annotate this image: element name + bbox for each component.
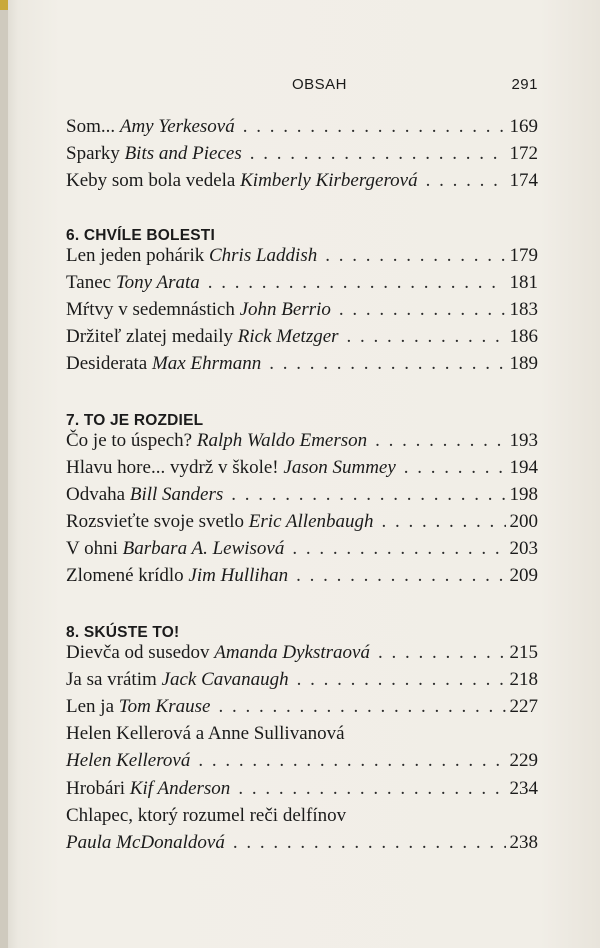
- dot-leader: [269, 353, 505, 375]
- toc-entry: [66, 565, 538, 592]
- entry-title: Keby som bola vedela: [66, 170, 236, 192]
- entry-author: Max Ehrmann: [151, 353, 262, 375]
- entry-page-number: 181: [509, 271, 538, 293]
- toc-entry: [66, 272, 538, 299]
- entry-text: [66, 484, 223, 506]
- entry-author: Chris Laddish: [208, 244, 318, 266]
- entry-text: [66, 353, 261, 375]
- toc-entry: [66, 750, 538, 777]
- entry-author: Tom Krause: [118, 696, 211, 717]
- entry-text: [66, 696, 210, 718]
- chapter-heading: 8. SKÚSTE TO!: [66, 623, 180, 641]
- toc-entry: [66, 245, 538, 272]
- toc-entry: [66, 538, 538, 565]
- toc-entry: [66, 778, 538, 805]
- entry-page-number: 218: [509, 668, 538, 690]
- entry-text: [66, 511, 374, 533]
- toc-entry: [66, 669, 538, 696]
- toc-entry-title-line: [66, 723, 538, 750]
- entry-author: Ralph Waldo Emerson: [196, 429, 368, 451]
- toc-entry: [66, 832, 538, 859]
- entry-page-number: 227: [509, 696, 538, 717]
- chapter-heading: 7. TO JE ROZDIEL: [66, 411, 204, 429]
- entry-title: Odvaha: [66, 483, 126, 505]
- toc-entry: [66, 353, 538, 380]
- dot-leader: [375, 430, 505, 452]
- entry-author: John Berrio: [239, 298, 331, 320]
- dot-leader: [233, 832, 506, 854]
- toc-entry: [66, 299, 538, 326]
- entry-title: V ohni: [66, 538, 118, 560]
- toc-entry: [66, 511, 538, 538]
- entry-title: Mŕtvy v sedemnástich: [66, 298, 235, 320]
- dot-leader: [347, 326, 506, 348]
- toc-entry: [66, 457, 538, 484]
- entry-author: Bits and Pieces: [124, 143, 242, 165]
- toc-entry: [66, 430, 538, 457]
- page-number: 291: [511, 76, 538, 93]
- dot-leader: [382, 511, 506, 533]
- entry-author: Kimberly Kirbergerová: [240, 170, 418, 192]
- entry-author: Tony Arata: [115, 271, 200, 293]
- entry-page-number: 186: [509, 326, 538, 348]
- entry-page-number: 172: [509, 143, 538, 165]
- entry-author: Barbara A. Lewisová: [122, 538, 285, 560]
- entry-author: Helen Kellerová: [66, 750, 191, 772]
- entry-title: Rozsvieťte svoje svetlo: [66, 511, 245, 533]
- dot-leader: [339, 299, 506, 321]
- entry-text: [66, 299, 331, 321]
- toc-entry-title-line: [66, 805, 538, 832]
- entry-page-number: 169: [509, 116, 538, 137]
- entry-text: [66, 778, 230, 800]
- dot-leader: [404, 457, 506, 479]
- entry-title: Čo je to úspech?: [66, 429, 193, 451]
- dot-leader: [250, 143, 506, 165]
- entry-text: [66, 642, 370, 664]
- toc-entry: [66, 484, 538, 511]
- dot-leader: [292, 538, 505, 560]
- entry-author: Jack Cavanaugh: [161, 668, 289, 690]
- entry-author: Eric Allenbaugh: [248, 511, 374, 533]
- entry-text: [66, 116, 235, 138]
- entry-page-number: 198: [509, 483, 538, 505]
- entry-page-number: 203: [509, 538, 538, 560]
- entry-page-number: 234: [509, 777, 538, 799]
- entry-author: Jason Summey: [283, 456, 396, 478]
- dot-leader: [208, 272, 506, 294]
- entry-page-number: 189: [509, 353, 538, 375]
- entry-author: Amanda Dykstraová: [214, 641, 370, 663]
- entry-text: [66, 457, 396, 479]
- dot-leader: [198, 750, 505, 772]
- dot-leader: [231, 484, 505, 506]
- entry-title: Tanec: [66, 271, 112, 293]
- dot-leader: [378, 642, 506, 664]
- toc-entry: [66, 116, 538, 143]
- entry-title: Zlomené krídlo: [66, 565, 184, 587]
- toc-entry: [66, 642, 538, 669]
- entry-page-number: 174: [509, 170, 538, 192]
- entry-title: Držiteľ zlatej medaily: [66, 326, 234, 348]
- entry-title: Som...: [66, 116, 116, 137]
- table-of-contents: [66, 116, 538, 859]
- entry-title: Chlapec, ktorý rozumel reči delfínov: [66, 804, 347, 826]
- header-title: OBSAH: [292, 76, 348, 93]
- running-header: [0, 76, 600, 96]
- entry-text: [66, 272, 200, 294]
- entry-text: [66, 565, 288, 587]
- dot-leader: [426, 170, 506, 192]
- toc-entry: [66, 170, 538, 197]
- entry-text: [66, 538, 284, 560]
- toc-entry: [66, 143, 538, 170]
- entry-page-number: 183: [509, 298, 538, 320]
- entry-title: Len jeden pohárik: [66, 244, 205, 266]
- entry-title: Desiderata: [66, 353, 148, 375]
- entry-title: Dievča od susedov: [66, 641, 210, 663]
- entry-text: [66, 170, 418, 192]
- dot-leader: [218, 696, 505, 718]
- dot-leader: [297, 669, 506, 691]
- entry-text: [66, 143, 242, 165]
- entry-text: [66, 430, 367, 452]
- entry-text: [66, 326, 339, 348]
- entry-page-number: 200: [509, 511, 538, 533]
- toc-entry: [66, 326, 538, 353]
- entry-page-number: 179: [509, 244, 538, 266]
- page-edge: [0, 0, 8, 948]
- entry-text: [66, 245, 317, 267]
- entry-title: Hlavu hore... vydrž v škole!: [66, 456, 279, 478]
- entry-author: Amy Yerkesová: [119, 116, 235, 137]
- entry-page-number: 215: [509, 641, 538, 663]
- entry-title: Ja sa vrátim: [66, 668, 157, 690]
- entry-title: Sparky: [66, 143, 120, 165]
- dot-leader: [325, 245, 505, 267]
- dot-leader: [243, 116, 506, 138]
- entry-author: Paula McDonaldová: [66, 831, 225, 853]
- entry-page-number: 238: [509, 831, 538, 853]
- entry-page-number: 209: [509, 565, 538, 587]
- entry-author: Bill Sanders: [129, 483, 224, 505]
- entry-author: Kif Anderson: [129, 777, 231, 799]
- entry-page-number: 229: [509, 750, 538, 772]
- entry-page-number: 194: [509, 456, 538, 478]
- toc-entry: [66, 696, 538, 723]
- entry-title: Len ja: [66, 696, 115, 717]
- dot-leader: [238, 778, 505, 800]
- entry-title: Hrobári: [66, 777, 126, 799]
- chapter-heading: 6. CHVÍLE BOLESTI: [66, 226, 215, 244]
- entry-author: Jim Hullihan: [188, 565, 289, 587]
- entry-text: [66, 669, 289, 691]
- entry-page-number: 193: [509, 429, 538, 451]
- entry-title: Helen Kellerová a Anne Sullivanová: [66, 723, 345, 745]
- dot-leader: [296, 565, 505, 587]
- entry-author: Rick Metzger: [237, 326, 339, 348]
